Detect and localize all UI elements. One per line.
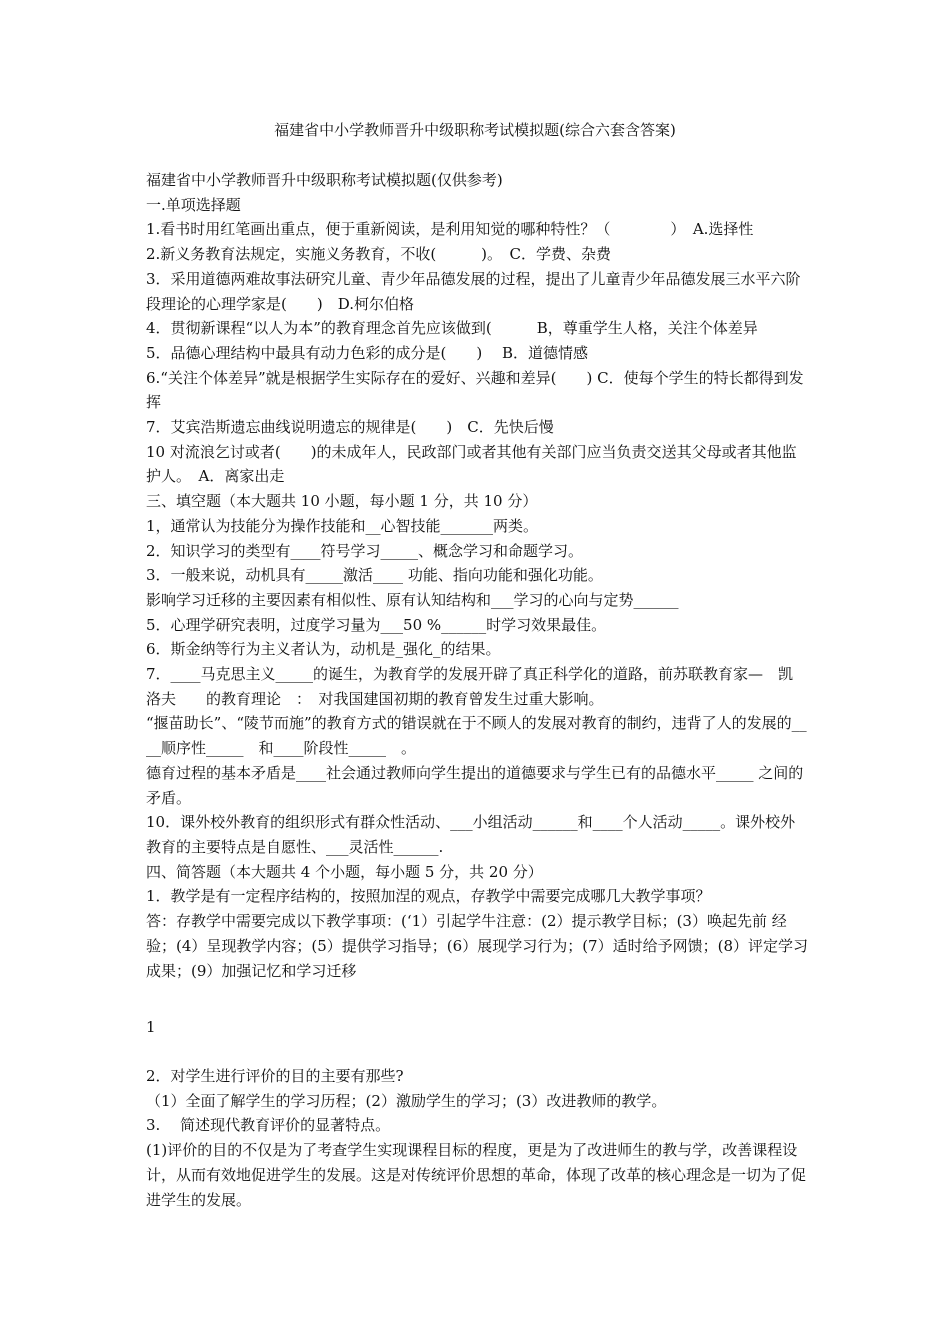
question-line: 7．____马克思主义_____的诞生，为教育学的发展开辟了真正科学化的道路，前苏联教育家— 凯洛夫 的教育理论 ： 对我国建国初期的教育曾发生过重大影响。 xyxy=(146,665,794,708)
page-number: 1 xyxy=(146,1018,156,1036)
question-line: 5．品德心理结构中最具有动力色彩的成分是( ) B．道德情感 xyxy=(146,343,589,362)
question-line: 1，通常认为技能分为操作技能和__心智技能_______两类。 xyxy=(146,516,539,535)
question-line: “揠苗助长”、“陵节而施”的教育方式的错误就在于不顾人的发展对教育的制约，违背了人的发展的____顺序性_____ 和____阶段性_____ 。 xyxy=(146,714,807,758)
subtitle-line: 福建省中小学教师晋升中级职称考试模拟题(仅供参考) xyxy=(146,171,503,189)
section-heading: 三、填空题（本大题共 10 小题，每小题 1 分，共 10 分） xyxy=(146,492,538,511)
question-line: 德育过程的基本矛盾是____社会通过教师向学生提出的道德要求与学生已有的品德水平_____ 之间的矛盾。 xyxy=(146,763,804,807)
question-line: 3．一般来说，动机具有_____激活____ 功能、指向功能和强化功能。 xyxy=(146,566,603,585)
question-line: 影响学习迁移的主要因素有相似性、原有认知结构和___学习的心向与定势______ xyxy=(146,590,679,609)
question-line: 10 对流浪乞讨或者( )的未成年人，民政部门或者其他有关部门应当负责交送其父母或者其他监护人。 A．离家出走 xyxy=(146,442,797,486)
question-line: 3．采用道德两难故事法研究儿童、青少年品德发展的过程，提出了儿童青少年品德发展三水平六阶段理论的心理学家是( ) D.柯尔伯格 xyxy=(146,269,801,313)
section-heading: 四、简答题（本大题共 4 个小题，每小题 5 分，共 20 分） xyxy=(146,862,543,881)
question-line: 5．心理学研究表明，过度学习量为___50 %______时学习效果最佳。 xyxy=(146,615,607,634)
question-line: 3. 简述现代教育评价的显著特点。 xyxy=(146,1116,391,1135)
question-line: 6.“关注个体差异”就是根据学生实际存在的爱好、兴趣和差异( ) C．使每个学生的特长都得到发挥 xyxy=(146,368,804,412)
question-line: 10．课外校外教育的组织形式有群众性活动、___小组活动______和____个人活动_____。课外校外教育的主要特点是自愿性、___灵活性______. xyxy=(146,813,796,856)
question-line: 2．对学生进行评价的目的主要有那些? xyxy=(146,1067,404,1085)
document-body xyxy=(146,168,808,983)
question-line: 7．艾宾浩斯遗忘曲线说明遗忘的规律是( ) C．先快后慢 xyxy=(146,418,554,437)
question-line: 1.看书时用红笔画出重点，便于重新阅读，是利用知觉的哪种特性？（ ） A.选择性 xyxy=(146,220,754,239)
document-title: 福建省中小学教师晋升中级职称考试模拟题(综合六套含答案) xyxy=(274,121,676,139)
question-line: 2．知识学习的类型有____符号学习_____、概念学习和命题学习。 xyxy=(146,541,584,560)
answer-line: 答：存教学中需要完成以下教学事项：(‘1）引起学牛注意：(2）提示教学目标；(3）唤起先前 经验；(4）呈现教学内容；(5）提供学习指导；(6）展现学习行为；(7）适时给予网馈；(8）评定学习成果；(9）加强记忆和学习迁移 xyxy=(146,912,808,980)
answer-line: （1）全面了解学生的学习历程；(2）激励学生的学习；(3）改进教师的教学。 xyxy=(146,1091,667,1110)
answer-line: (1)评价的目的不仅是为了考查学生实现课程目标的程度，更是为了改进师生的教与学，改善课程设计，从而有效地促进学生的发展。这是对传统评价思想的革命，体现了改革的核心理念是一切为了促进学生的发展。 xyxy=(146,1141,807,1209)
question-line: 4．贯彻新课程“以人为本”的教育理念首先应该做到( B，尊重学生人格，关注个体差异 xyxy=(146,319,758,338)
section-heading: 一.单项选择题 xyxy=(146,195,241,214)
question-line: 1．教学是有一定程序结构的，按照加涅的观点，存教学中需要完成哪几大教学事项？ xyxy=(146,887,711,906)
question-line: 2.新义务教育法规定，实施义务教育，不收( )。 C．学费、杂费 xyxy=(146,245,611,264)
document-body-continued xyxy=(146,1064,808,1212)
question-line: 6．斯金纳等行为主义者认为，动机是_强化_的结果。 xyxy=(146,640,501,659)
